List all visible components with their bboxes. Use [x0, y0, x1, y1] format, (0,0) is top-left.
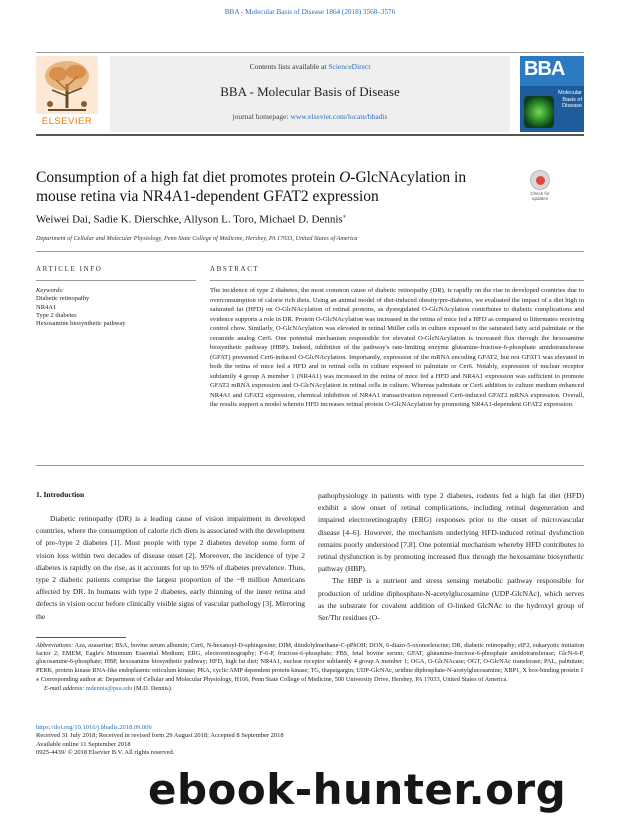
introduction-heading: 1. Introduction [36, 490, 85, 499]
keyword-item: Hexosamine biosynthetic pathway [36, 320, 126, 328]
keywords-title: Keywords: [36, 287, 64, 294]
abbreviations-footnote: Abbreviations: Aza, azaserine; BSA, bovine serum albumin; Cer6, N-hexanoyl-D-sphingosine; DIM, diindolylmethane-C-pPhOH; DON, 6-diazo-5-oxonorleucine; DR, diabetic retinopathy; eIF2, eukaryotic initiation factor 2; EMEM, Eagle's Minimum Essential Medium; ERG, electroretinography; F-6-P, fructose-6-phosphate; FBS, fetal bovine serum; GFAT, glutamine-fructose-6-phosphate amidotransferase; GlcN-6-P, glucosamine-6-phosphate; HBP, hexosamine biosynthetic pathway; HFD, high fat diet; NR4A1, nuclear receptor subfamily 4 group A member 1; OGA, O-GlcNAcase; OGT, O-GlcNAc transferase; PAL, palmitate; PERK, protein kinase RNA-like endoplasmic reticulum kinase; PKA, cyclic AMP dependent protein kinase; TG, thapsigargin; UDP-GlcNAc, uridine diphosphate-N-acetylglucosamine; XBP1, X box-binding protein 1 [36, 642, 585, 674]
publication-info [36, 724, 336, 758]
body-column-right [318, 490, 584, 624]
contents-line [110, 62, 510, 71]
online-date: Available online 11 September 2018 [36, 740, 131, 748]
email-footnote: E-mail address: mdennis@psu.edu (M.D. Dennis). [44, 685, 173, 693]
cover-image [524, 96, 554, 128]
abstract-bottom-rule [36, 465, 584, 466]
check-updates-icon [530, 170, 550, 190]
journal-cover[interactable] [520, 56, 584, 132]
cover-subtitle: Molecular Basis of Disease [558, 90, 582, 109]
intro-paragraph: The HBP is a nutrient and stress sensing metabolic pathway responsible for production of uridine diphosphate-N-acetylglucosamine (UDP-GlcNAc), which serves as the substrate for covalent addition of O-linked GlcNAc to the hydroxyl group of Ser/Thr residues (O- [318, 576, 584, 623]
abstract-rule [210, 280, 584, 281]
email-link[interactable]: mdennis@psu.edu [85, 685, 133, 693]
watermark-overlay: ebook-hunter.org [148, 765, 567, 814]
elsevier-wordmark: ELSEVIER [41, 116, 93, 127]
keyword-item: NR4A1 [36, 303, 57, 311]
corresponding-author-mark[interactable]: ⁎ [342, 212, 347, 220]
doi-link[interactable]: https://doi.org/10.1016/j.bbadis.2018.09.006 [36, 724, 152, 731]
homepage-prefix: journal homepage: [232, 112, 289, 121]
masthead-bottom-rule [36, 134, 584, 136]
check-updates-label: Check for updates [530, 191, 550, 201]
intro-paragraph: Diabetic retinopathy (DR) is a leading cause of vision impairment in developed countries, where the consumption of calorie rich diets is associated with the development of pre-/type 2 diabetes [1]. Most people with type 2 diabetes develop some form of vision loss within two decades of disease onset [2]. Moreover, the incidence of type 2 diabetes is rapidly on the rise, as it accounts for up to 95% of diabetes prevalence. Thus, type 2 diabetic patients comprise the largest proportion of the ~8 million Americans affected by DR. In humans with type 2 diabetes, early thinning of the inner retina and defects in vision occur before clinically visible signs of vascular pathology [3]. Mirroring the [36, 514, 305, 621]
abstract-heading: ABSTRACT [210, 265, 260, 273]
elsevier-tree-icon [36, 56, 98, 114]
body-column-left [36, 513, 305, 623]
homepage-link[interactable]: www.elsevier.com/locate/bbadis [290, 112, 388, 121]
check-for-updates-badge[interactable] [528, 170, 552, 200]
author-list: Weiwei Dai, Sadie K. Dierschke, Allyson L. Toro, Michael D. Dennis⁎ [36, 212, 347, 226]
article-title: Consumption of a high fat diet promotes protein O-GlcNAcylation in mouse retina via NR4A1-dependent GFAT2 expression [36, 169, 467, 205]
elsevier-logo [36, 56, 98, 130]
corresponding-author-footnote: ⁎ Corresponding author at: Department of Cellular and Molecular Physiology, H166, Penn State College of Medicine, 500 University Drive, Hershey, PA 17033, United States of America. [36, 675, 508, 683]
abstract-text: The incidence of type 2 diabetes, the most common cause of diabetic retinopathy (DR), is rapidly on the rise in developed countries due to overconsumption of calorie rich diets. Using an animal model of diet-induced obesity/pre-diabetes, we evaluated the impact of a diet high in saturated fat (HFD) on O-GlcNAcylation of retinal proteins, as dysregulated O-GlcNAcylation contributes to diabetic complications and evidence supports a role in DR. Protein O-GlcNAcylation was increased in the retina of mice fed a HFD as compared to littermates receiving control chow. Similarly, O-GlcNAcylation was elevated in retinal Müller cells in culture exposed to the saturated fatty acid palmitate or the ceramide analog Cer6. One potential mechanism responsible for elevated O-GlcNAcylation is increased flux through the hexosamine biosynthetic pathway (HBP). Indeed, inhibition of the pathway's rate-limiting enzyme glutamine-fructose-6-phosphate amidotransferase (GFAT) prevented Cer6-induced O-GlcNAcylation. Importantly, expression of the mRNA encoding GFAT2, but not GFAT1 was elevated in both the retina of mice fed a HFD and in retinal cells in culture exposed to palmitate or Cer6. Notably, expression of nuclear receptor subfamily 4 group A member 1 (NR4A1) was increased in the retina of mice fed a HFD and NR4A1 expression was sufficient to promote GFAT2 mRNA expression and O-GlcNAcylation in retinal cells in culture. Whereas palmitate or Cer6 addition to culture medium enhanced NR4A1 and GFAT2 expression, chemical inhibition of NR4A1 transactivation repressed Cer6-induced GFAT2 mRNA expression. Overall, the results support a model wherein HFD increases retinal protein O-GlcNAcylation by promoting NR4A1-dependent GFAT2 expression. [210, 287, 584, 408]
received-dates: Received 31 July 2018; Received in revised form 29 August 2018; Accepted 8 September 2018 [36, 732, 284, 740]
article-info-heading: ARTICLE INFO [36, 265, 103, 273]
affiliation-rule [36, 251, 584, 252]
running-head: BBA - Molecular Basis of Disease 1864 (2018) 3568–3576 [224, 8, 396, 16]
article-info-rule [36, 280, 196, 281]
journal-homepage [110, 112, 510, 121]
journal-title: BBA - Molecular Basis of Disease [220, 84, 400, 99]
contents-prefix: Contents lists available at [249, 62, 327, 71]
keywords [36, 287, 196, 328]
keyword-item: Diabetic retinopathy [36, 295, 90, 303]
intro-paragraph: pathophysiology in patients with type 2 diabetes, rodents fed a high fat diet (HFD) exhibit a slow onset of retinal complications, including retinal degeneration and impaired electroretinography (ERG) responses prior to the onset of microvascular disease [4–6]. However, the mechanism underlying HFD-induced retinal dysfunction remains poorly understood [7,8]. One potential mechanism whereby HFD contributes to retinal dysfunction is by promoting increased flux through the hexosamine biosynthetic pathway (HBP). [318, 491, 584, 574]
keyword-item: Type 2 diabetes [36, 311, 77, 319]
footnotes [36, 642, 584, 694]
sciencedirect-link[interactable]: ScienceDirect [328, 62, 371, 71]
cover-acronym: BBA [524, 58, 565, 80]
copyright: 0925-4439/ © 2018 Elsevier B.V. All rights reserved. [36, 749, 175, 757]
affiliation: Department of Cellular and Molecular Physiology, Penn State College of Medicine, Hershey, PA 17033, United States of America [36, 235, 358, 242]
footnote-rule [36, 637, 126, 638]
masthead-top-rule [36, 52, 584, 53]
